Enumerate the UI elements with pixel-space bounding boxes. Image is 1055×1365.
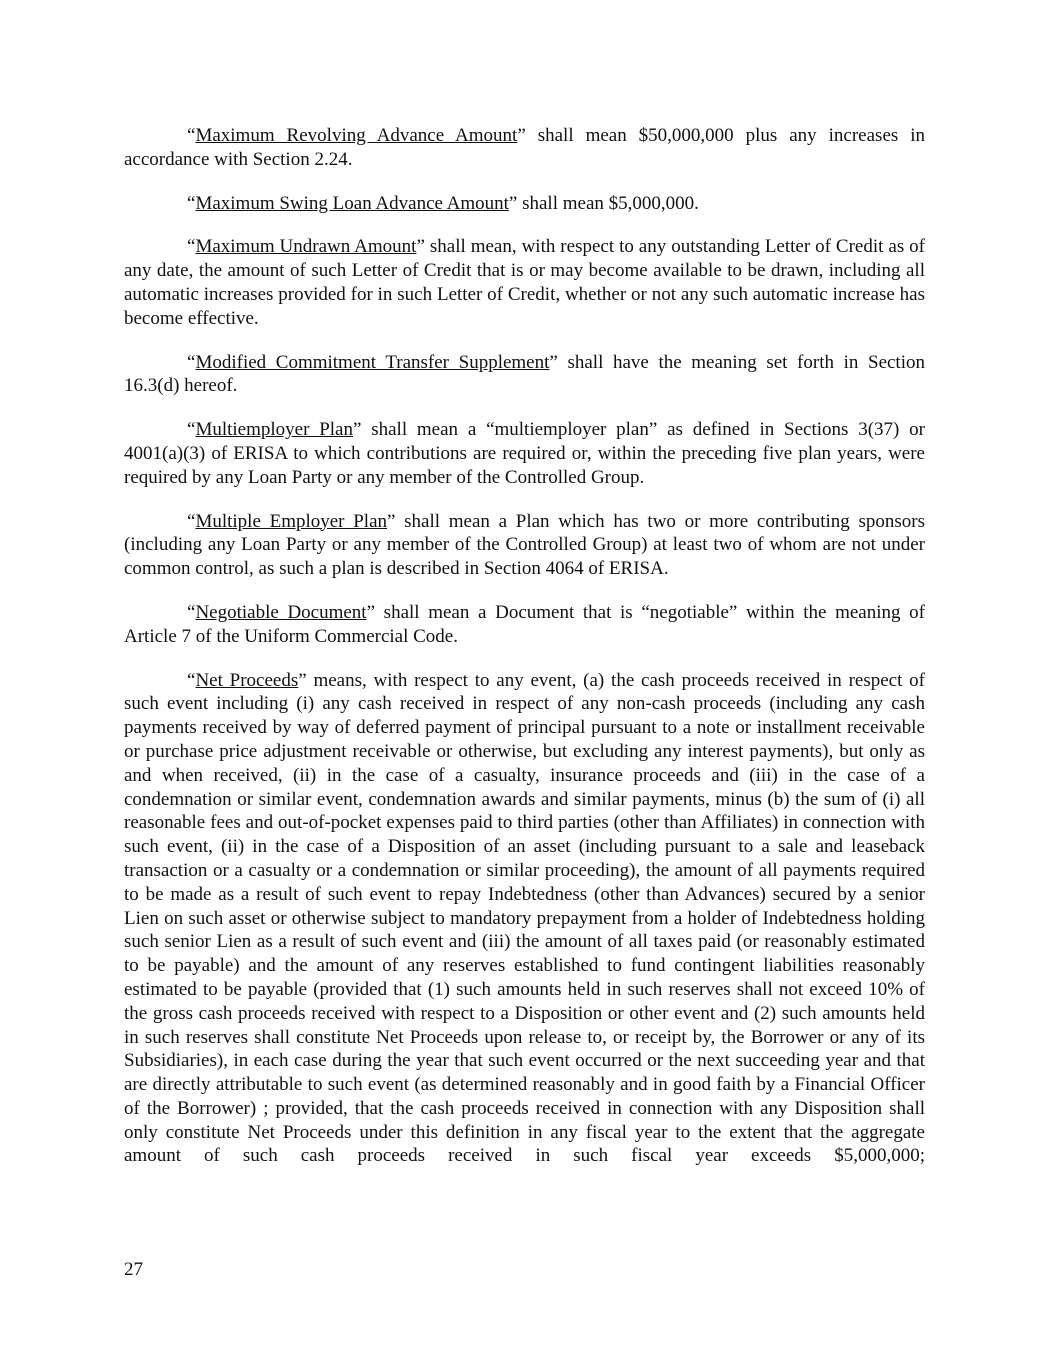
page-number: 27 [124, 1259, 143, 1280]
definition-maximum-revolving-advance-amount [124, 124, 925, 172]
open-quote: “ [187, 601, 196, 623]
open-quote: “ [187, 510, 196, 532]
definition-multiemployer-plan [124, 418, 925, 489]
definition-text: ” shall mean a Plan which has two or more contributing sponsors (including any Loan Party or any member of the Controlled Group) at least two of whom are not under common control, as such a plan is described in Section 4064 of ERISA. [124, 510, 926, 580]
definition-modified-commitment-transfer-supplement [124, 351, 925, 399]
definition-text: ” shall mean $5,000,000. [508, 192, 699, 214]
defined-term: Negotiable Document [195, 601, 367, 623]
open-quote: “ [187, 351, 196, 373]
defined-term: Maximum Revolving Advance Amount [195, 125, 518, 146]
definition-text: ” shall mean, with respect to any outstanding Letter of Credit as of any date, the amount of such Letter of Credit that is or may become available to be drawn, including all automatic increases provided for in such Letter of Credit, whether or not any such automatic increase has become effective. [124, 236, 925, 329]
open-quote: “ [187, 236, 196, 258]
defined-term: Maximum Undrawn Amount [195, 236, 417, 258]
open-quote: “ [187, 669, 196, 691]
open-quote: “ [187, 419, 196, 441]
definition-text: ” means, with respect to any event, (a) the cash proceeds received in respect of such event including (i) any cash received in respect of any non-cash proceeds (including any cash payments received by way of deferred payment of principal pursuant to a note or installment receivable or purchase price adjustment receivable or otherwise, but excluding any interest payments), but only as and when received, (ii) in the case of a casualty, insurance proceeds and (iii) in the case of a condemnation or similar event, condemnation awards and similar payments, minus (b) the sum of (i) all reasonable fees and out-of-pocket expenses paid to third parties (other than Affiliates) in connection with such event, (ii) in the case of a Disposition of an asset (including pursuant to a sale and leaseback transaction or a casualty or a condemnation or similar proceeding), the amount of all payments required to be made as a result of such event to repay Indebtedness (other than Advances) secured by a senior Lien on such asset or otherwise subject to mandatory prepayment from a holder of Indebtedness holding such senior Lien as a result of such event and (iii) the amount of all taxes paid (or reasonably estimated to be payable) and the amount of any reserves established to fund contingent liabilities reasonably estimated to be payable (provided that (1) such amounts held in such reserves shall not exceed 10% of the gross cash proceeds received with respect to a Disposition or other event and (2) such amounts held in such reserves shall constitute Net Proceeds upon release to, or receipt by, the Borrower or any of its Subsidiaries), in each case during the year that such event occurred or the next succeeding year and that are directly attributable to such event (as determined reasonably and in good faith by a Financial Officer of the Borrower) ; provided, that the cash proceeds received in connection with any Disposition shall only constitute Net Proceeds under this definition in any fiscal year to the extent that the aggregate amount of such cash proceeds received in such fiscal year exceeds $5,000,000; [124, 669, 925, 1167]
definition-text: ” shall mean a “multiemployer plan” as defined in Sections 3(37) or 4001(a)(3) of ERISA to which contributions are required or, within the preceding five plan years, were required by any Loan Party or any member of the Controlled Group. [124, 419, 925, 488]
defined-term: Maximum Swing Loan Advance Amount [195, 192, 509, 214]
defined-term: Net Proceeds [195, 669, 299, 691]
definition-text: ” shall mean $50,000,000 plus any increases in accordance with Section 2.24. [124, 125, 926, 170]
defined-term: Modified Commitment Transfer Supplement [195, 351, 550, 373]
definition-text: ” shall mean a Document that is “negotiable” within the meaning of Article 7 of the Uniform Commercial Code. [124, 601, 925, 647]
definition-maximum-swing-loan-advance-amount [124, 192, 925, 216]
definition-net-proceeds [124, 669, 925, 1169]
definition-multiple-employer-plan [124, 510, 925, 581]
open-quote: “ [187, 125, 196, 146]
definition-text: ” shall have the meaning set forth in Section 16.3(d) hereof. [124, 351, 925, 397]
open-quote: “ [187, 192, 196, 214]
defined-term: Multiple Employer Plan [195, 510, 388, 532]
definition-maximum-undrawn-amount [124, 235, 925, 330]
definition-negotiable-document [124, 601, 925, 649]
defined-term: Multiemployer Plan [195, 419, 353, 441]
document-body [124, 124, 925, 1188]
